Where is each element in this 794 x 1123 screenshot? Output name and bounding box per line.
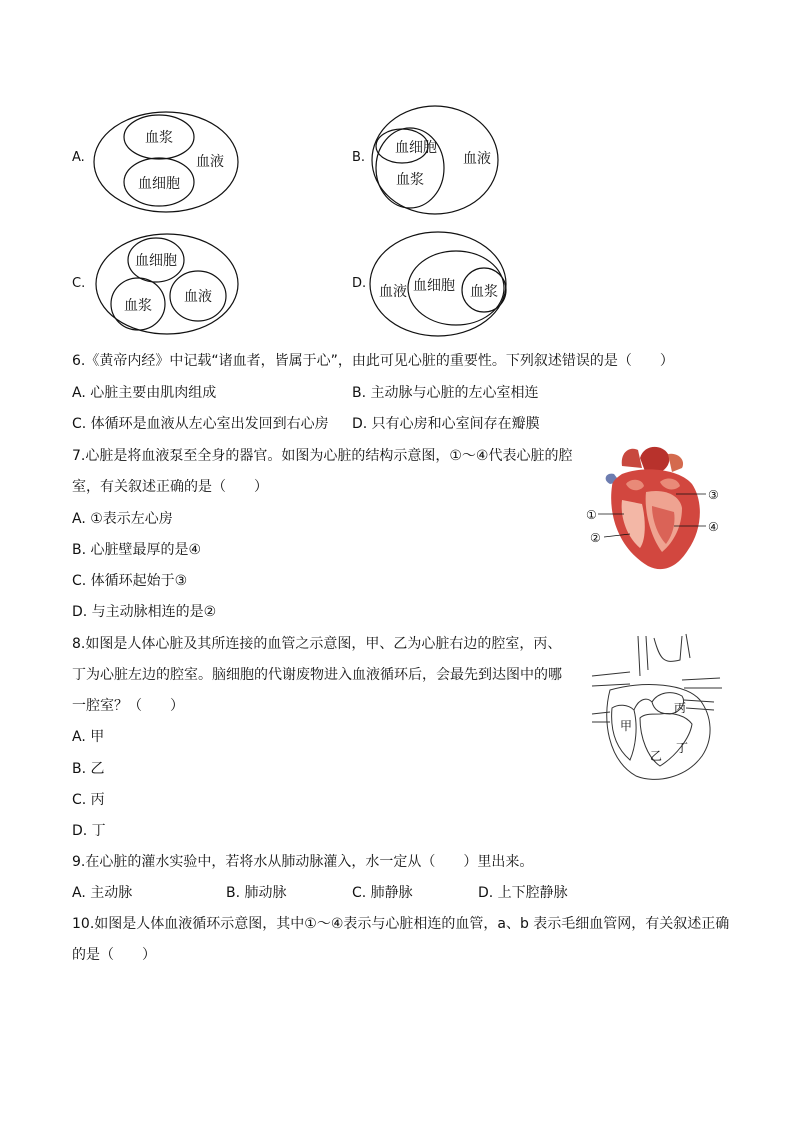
chamber-label-jia: 甲 — [620, 719, 633, 733]
option-a: A. ①表示左心房 — [72, 511, 173, 527]
venn-label-blood-cell: 血细胞 — [138, 176, 180, 192]
option-d: D. 只有心房和心室间存在瓣膜 — [352, 416, 540, 432]
venn-label-plasma: 血浆 — [145, 130, 173, 146]
heart-structure-figure — [582, 444, 730, 572]
option-c: C. 肺静脉 — [352, 885, 413, 901]
venn-label-plasma: 血浆 — [470, 284, 498, 300]
venn-label-plasma: 血浆 — [396, 172, 424, 188]
option-c: C. 丙 — [72, 792, 105, 808]
venn-diagram-d — [368, 230, 508, 338]
question-stem-line-1: 7.心脏是将血液泵至全身的器官。如图为心脏的结构示意图，①～④代表心脏的腔 — [72, 448, 573, 464]
option-b: B. 肺动脉 — [226, 885, 287, 901]
option-a: A. 心脏主要由肌肉组成 — [72, 385, 217, 401]
question-stem-line-3: 一腔室？（ ） — [72, 698, 184, 714]
chamber-label-yi: 乙 — [650, 749, 663, 763]
option-letter: A. — [72, 150, 85, 165]
question-stem-line-1: 10.如图是人体血液循环示意图，其中①～④表示与心脏相连的血管，a、b 表示毛细血管网，有关叙述正确 — [72, 916, 730, 932]
option-a: A. 主动脉 — [72, 885, 133, 901]
question-stem-line-2: 的是（ ） — [72, 947, 156, 963]
question-stem-line-1: 8.如图是人体心脏及其所连接的血管之示意图，甲、乙为心脏右边的腔室，丙、 — [72, 636, 562, 652]
heart-vessels-line-figure — [590, 630, 730, 786]
option-c: C. 体循环是血液从左心室出发回到右心房 — [72, 416, 329, 432]
venn-label-blood-cell: 血细胞 — [413, 278, 455, 294]
option-b: B. 心脏壁最厚的是④ — [72, 542, 202, 558]
heart-label-3: ③ — [708, 488, 719, 502]
venn-diagram-b — [370, 104, 500, 216]
chamber-label-ding: 丁 — [676, 741, 689, 755]
option-letter: B. — [352, 150, 366, 165]
venn-label-blood: 血液 — [379, 284, 407, 300]
heart-label-2: ② — [590, 531, 601, 545]
option-c: C. 体循环起始于③ — [72, 573, 188, 589]
option-b: B. 乙 — [72, 761, 105, 777]
option-d: D. 丁 — [72, 823, 106, 839]
venn-label-blood: 血液 — [463, 151, 491, 167]
chamber-label-bing: 丙 — [674, 701, 687, 715]
heart-label-1: ① — [586, 508, 597, 522]
question-stem-line-2: 丁为心脏左边的腔室。脑细胞的代谢废物进入血液循环后，会最先到达图中的哪 — [72, 667, 562, 683]
heart-label-4: ④ — [708, 520, 719, 534]
venn-diagram-a — [92, 110, 242, 214]
venn-label-blood-cell: 血细胞 — [395, 140, 437, 156]
option-letter: D. — [352, 276, 367, 291]
question-stem-line-2: 室，有关叙述正确的是（ ） — [72, 479, 268, 495]
option-d: D. 与主动脉相连的是② — [72, 604, 217, 620]
venn-label-blood: 血液 — [196, 154, 224, 170]
venn-label-blood-cell: 血细胞 — [135, 253, 177, 269]
venn-label-blood: 血液 — [184, 289, 212, 305]
option-a: A. 甲 — [72, 729, 105, 745]
question-stem: 9.在心脏的灌水实验中，若将水从肺动脉灌入，水一定从（ ）里出来。 — [72, 854, 534, 870]
option-b: B. 主动脉与心脏的左心室相连 — [352, 385, 539, 401]
option-letter: C. — [72, 276, 86, 291]
venn-label-plasma: 血浆 — [124, 298, 152, 314]
question-stem: 6.《黄帝内经》中记载“诸血者，皆属于心”，由此可见心脏的重要性。下列叙述错误的是（ ） — [72, 353, 674, 369]
venn-diagram-c — [94, 232, 242, 336]
option-d: D. 上下腔静脉 — [478, 885, 568, 901]
